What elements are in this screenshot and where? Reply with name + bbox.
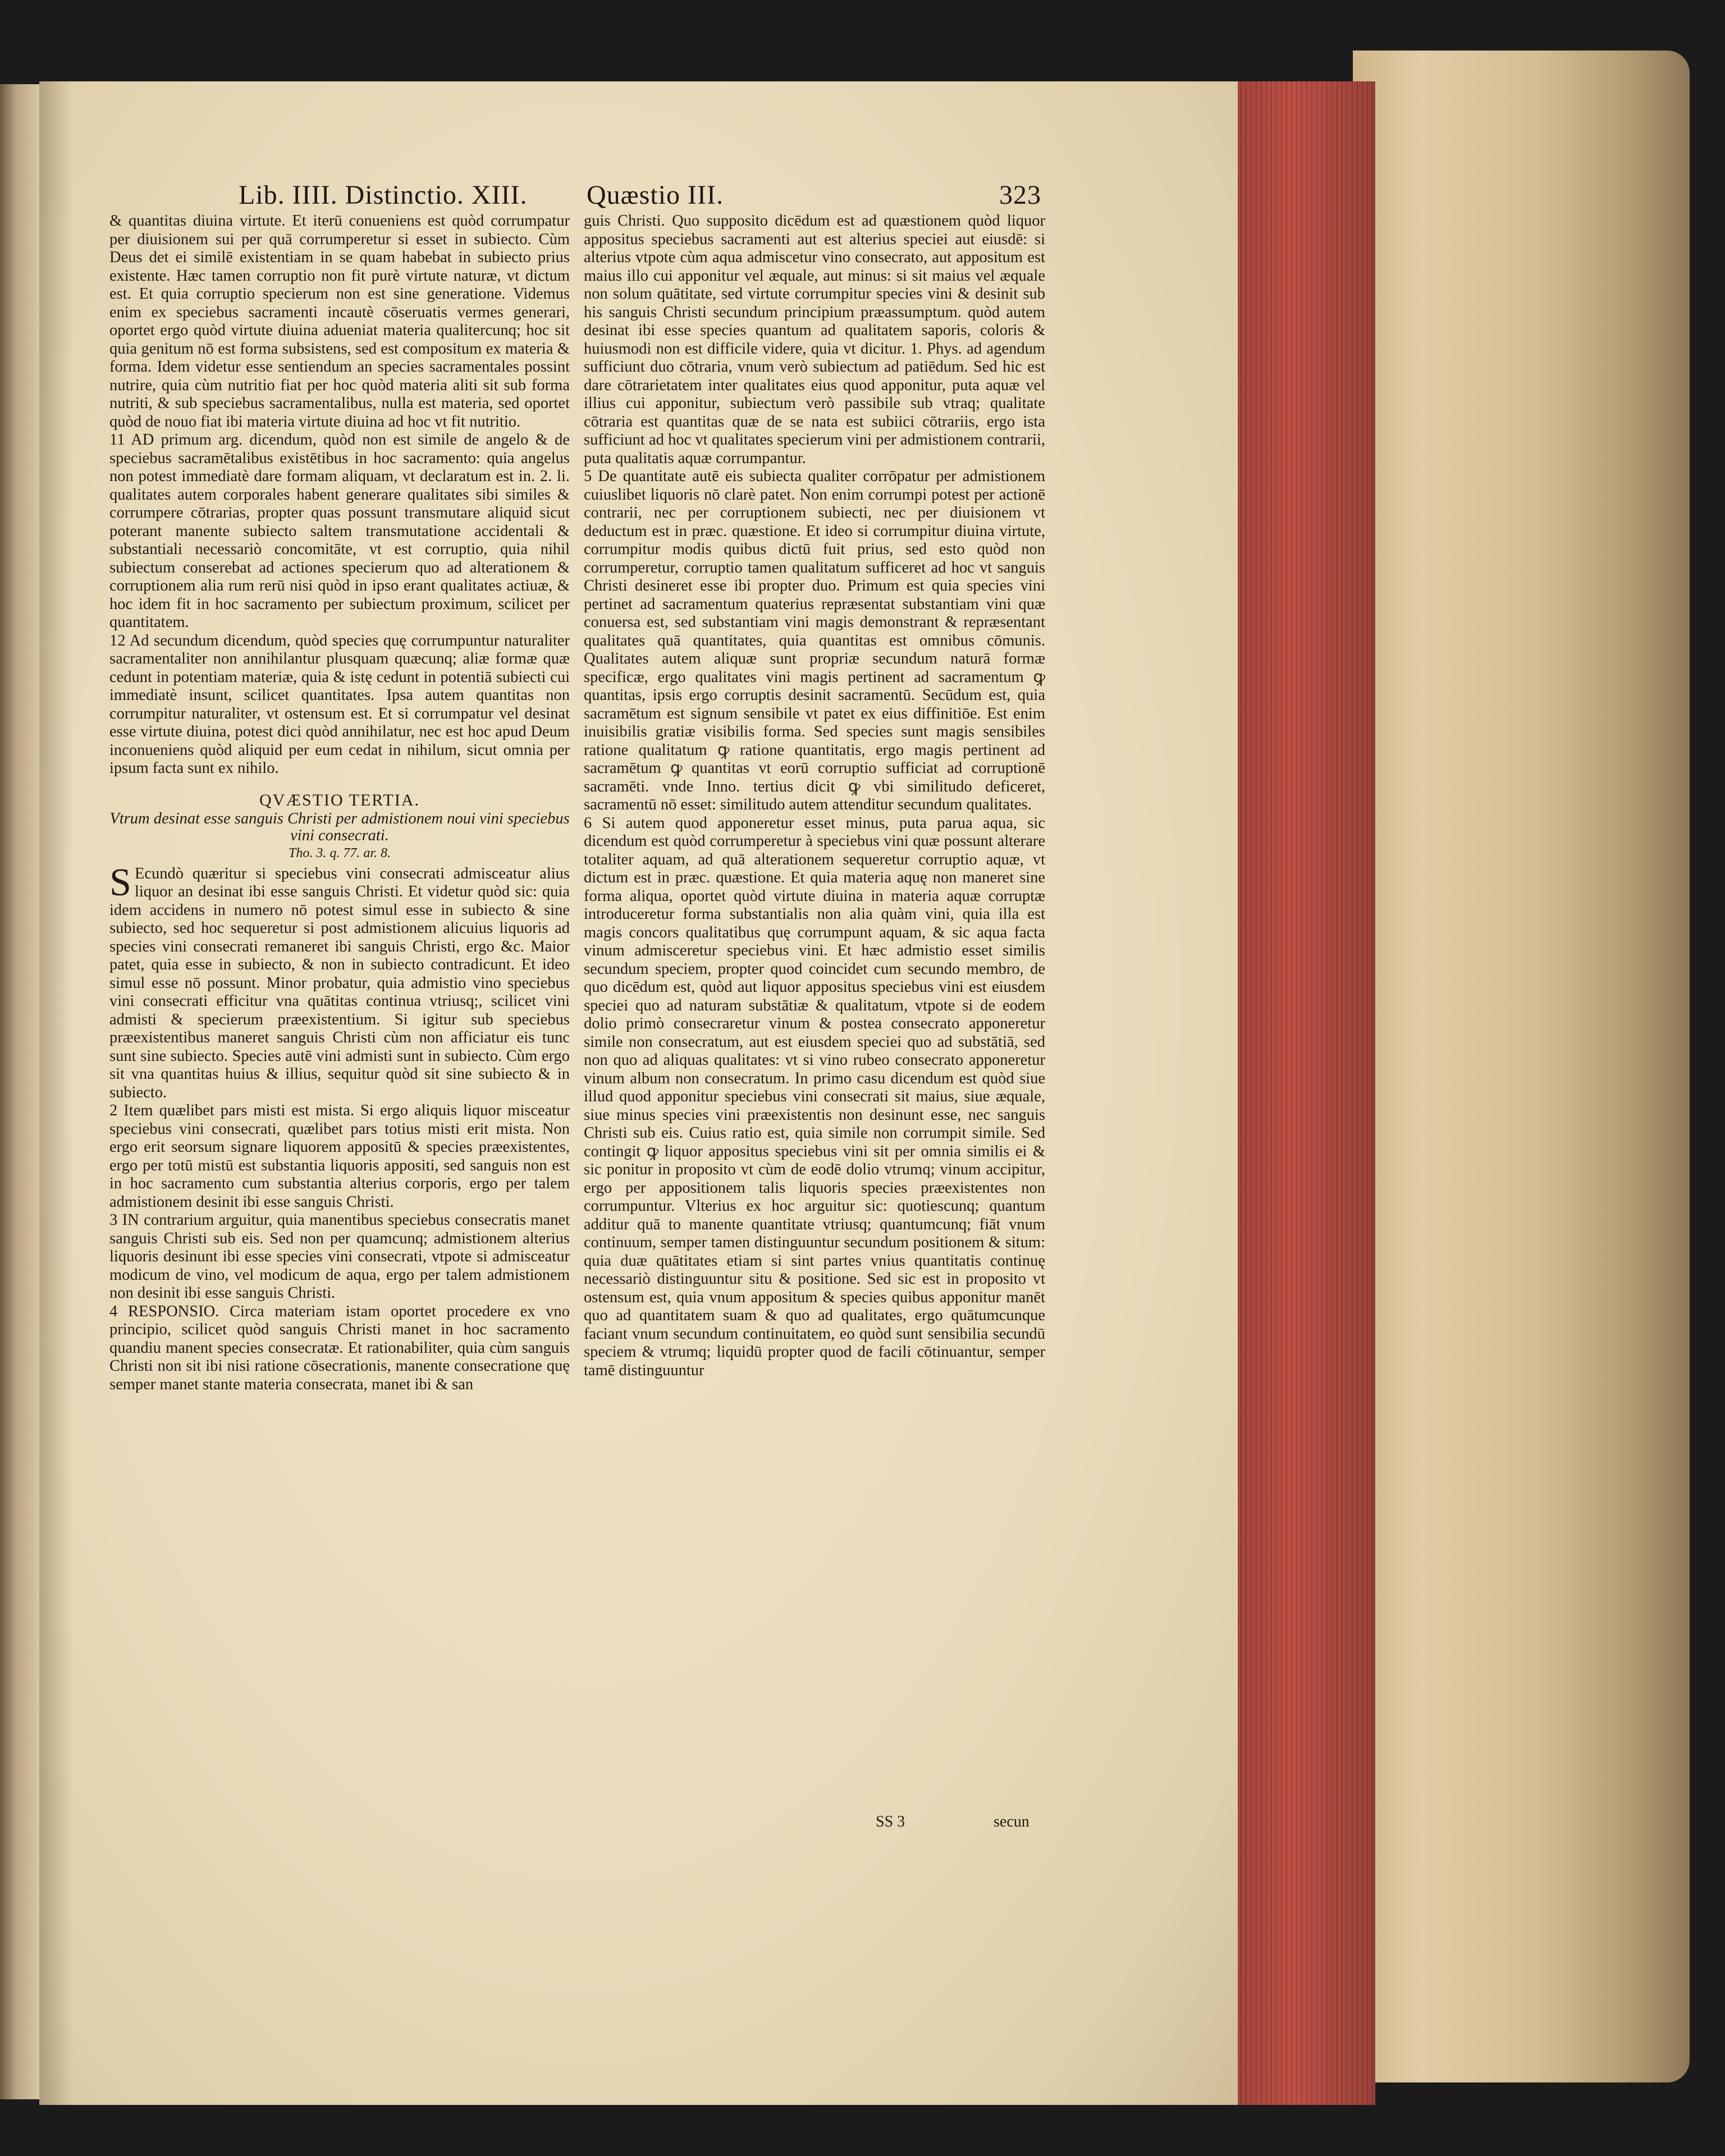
paragraph: & quantitas diuina virtute. Et iterū conueniens est quòd corrumpatur per diuisionem sui per quā corrumperetur si esset in subiecto. Cùm Deus det ei similē existentiam in se quam habebat in subiecto prius existente. Hæc tamen corruptio non fit purè virtute naturæ, vt dictum est. Et quia corruptio specierum non est sine generatione. Videmus enim ex speciebus sacramenti incautè cōseruatis vermes generari, oportet ergo quòd virtute diuina adueniat materia qualitercunq; hoc sit quia genitum nō est forma subsistens, sed est compositum ex materia & forma. Idem videtur esse sentiendum an species sacramentales possint nutrire, quia cùm nutritio fiat per hoc quòd materia aliti sit sub forma nutriti, & sub speciebus sacramentalibus, nulla est materia, sed oportet quòd de nouo fiat ibi materia virtute diuina ad hoc vt fit nutritio. <box>109 212 570 431</box>
signature-mark: SS 3 <box>876 1813 905 1830</box>
left-text-column <box>109 212 570 1394</box>
drop-cap: S <box>109 860 131 904</box>
paragraph: 6 Si autem quod apponeretur esset minus, puta parua aqua, sic dicendum est quòd corrumperetur à speciebus vini quæ possunt alterare totaliter aquam, ad quā alterationem sequeretur corruptio aquæ, vt dictum est in præc. quæstione. Et quia materia aquę non maneret sine forma aliqua, oportet quòd virtute diuina in materia aquæ corruptæ introduceretur forma substantialis non alia quàm vini, quia illa est magis concors qualitatibus quę corrumpunt aquam, & sic aqua facta vinum admisceretur speciebus vini. Et hæc admistio esset similis secundum speciem, propter quod coincidet cum secundo membro, de quo dicēdum est, quòd aut liquor appositus speciebus vini est eiusdem speciei quo ad naturam substātiæ & qualitatum, vtpote si de eodem dolio primò consecraretur vinum & postea consecrato apponeretur simile non consecratum, aut est eiusdem speciei quo ad substātiā, sed non quo ad aliquas qualitates: vt si vino rubeo consecrato apponeretur vinum album non consecratum. In primo casu dicendum est quòd siue illud quod apponitur speciebus vini consecrati sit maius, siue æquale, siue minus species vini præexistentis non desinunt esse, nec sanguis Christi sub eis. Cuius ratio est, quia simile non corrumpit simile. Sed contingit ꝙ liquor appositus speciebus vini sit per omnia similis ei & sic ponitur in proposito vt cùm de eodē dolio vtrumq; vinum accipitur, ergo per appositionem talis liquoris species præexistentes non corrumpuntur. Vlterius ex hoc arguitur sic: quotiescunq; quantum additur quā to manente quantitate vtriusq; quantumcunq; fiāt vnum continuum, semper tamen distinguuntur secundum positionem & situm: quia duæ quātitates etiam si sint partes vnius quantitatis continuę necessariò distinguuntur situ & positione. Sed sic est in proposito vt ostensum est, quia vnum appositum & species quibus apponitur manēt quo ad quantitatem suam & quo ad qualitates, ergo quātumcunque faciant vnum secundum continuitatem, eo quòd sunt sensibilia secundū speciem & vtrumq; liquidū propter quod de facili cōtinuantur, semper tamē distinguuntur <box>584 814 1045 1379</box>
running-head-right: Quæstio III. <box>587 180 724 210</box>
paragraph: 2 Item quælibet pars misti est mista. Si ergo aliquis liquor misceatur speciebus vini consecrati, quælibet pars totius misti erit mista. Non ergo erit seorsum signare liquorem appositū & species præexistentes, ergo per totū mistū est substantia liquoris appositi, sed sanguis non est in hoc sacramento cum substantia alterius corporis, ergo per talem admistionem desinit ibi esse sanguis Christi. <box>109 1102 570 1211</box>
paragraph: 5 De quantitate autē eis subiecta qualiter corrōpatur per admistionem cuiuslibet liquoris nō clarè patet. Non enim corrumpi potest per actionē contrarii, nec per corruptionem subiecti, nec per diuisionem vt deductum est in præc. quæstione. Et ideo si corrumpitur diuina virtute, corrumpitur modis quibus dictū fuit prius, sed esto quòd non corrumperetur, corruptio tamen qualitatum sufficeret ad hoc vt sanguis Christi desineret esse ibi propter duo. Primum est quia species vini pertinet ad sacramentum quaterius repræsentat substantiam vini quæ conuersa est, sed substantiam vini magis demonstrant & repræsentant qualitates quā quantitates, quia quantitas est omnibus cōmunis. Qualitates autem aliquæ sunt propriæ secundum naturā formæ specificæ, ergo qualitates vini magis pertinent ad sacramentum ꝙ quantitas, ipsis ergo corruptis desinit sacramentū. Secūdum est, quia sacramētum est signum sensibile vt patet ex eius diffinitiōe. Est enim inuisibilis gratiæ visibilis forma. Sed species sunt magis sensibiles ratione qualitatum ꝙ ratione quantitatis, ergo magis pertinent ad sacramētum ꝙ quantitas vt eorū corruptio sufficiat ad corruptionē sacramēti. vnde Inno. tertius dicit ꝙ vbi similitudo deficeret, sacramentū nō esset: similitudo autem attenditur secundum qualitates. <box>584 468 1045 813</box>
book-binding <box>1353 51 1690 2082</box>
page-gutter-shadow <box>39 81 73 2105</box>
question-reference: Tho. 3. q. 77. ar. 8. <box>288 846 391 860</box>
paragraph: 12 Ad secundum dicendum, quòd species quę corrumpuntur naturaliter sacramentaliter non annihilantur plusquam quæcunq; aliæ formæ quæ cedunt in potentiam materiæ, quia & istę cedunt in potentiā subiecti cui immediatè insunt, scilicet quantitates. Ipsa autem quantitas non corrumpitur naturaliter, vt ostensum est. Et si corrumpatur vel desinat esse virtute diuina, potest dici quòd annihilatur, nec est hoc apud Deum inconueniens quòd aliquid per eum cedat in nihilum, sicut omnia per ipsum facta sunt ex nihilo. <box>109 631 570 777</box>
catchword: secun <box>994 1813 1029 1830</box>
running-head-left: Lib. IIII. Distinctio. XIII. <box>239 180 528 210</box>
right-text-column <box>584 212 1045 1380</box>
paragraph-text: Ecundò quæritur si speciebus vini consecrati admisceatur alius liquor an desinat ibi esse sanguis Christi. Et videtur quòd sic: quia idem accidens in numero nō potest simul esse in subiecto & sine subiecto, sed hoc sequeretur si post admistionem alicuius liquoris ad species vini consecrati remaneret ibi sanguis Christi, ergo &c. Maior patet, quia esse in subiecto, & non in subiecto contradicunt. Et ideo simul esse nō possunt. Minor probatur, quia admistio vino speciebus vini consecrati efficitur vna quātitas continua vtriusq;, scilicet vini admisti & specierum præexistentium. Si igitur sub speciebus præexistentibus maneret sanguis Christi cùm non afficiatur eis tunc sunt sine subiecto. Species autē vini admisti sunt in subiecto. Cùm ergo sit vna quantitas huius & illius, sequitur quòd sit sine subiecto & in subiecto. <box>109 864 570 1101</box>
paragraph: guis Christi. Quo supposito dicēdum est ad quæstionem quòd liquor appositus speciebus sacramenti aut est alterius speciei aut eiusdē: si alterius vtpote cùm aqua admiscetur vino consecrato, aut appositum est maius illo cui apponitur vel æquale, aut minus: si sit maius vel æquale non solum quātitate, sed virtute corrumpitur species vini & desinit sub his sanguis Christi secundum principium præassumptum. quòd autem desinat ibi esse species quantum ad qualitatem saporis, coloris & huiusmodi non est difficile videre, quia vt dicitur. 1. Phys. ad agendum sufficiunt duo cōtraria, vnum verò subiectum ad patiēdum. Sed hic est dare cōtrarietatem inter qualitates eius quod apponitur, puta aquæ vel illius cui apponitur, subiectum verò passibile sub vtraq; qualitate cōtraria est quantitas quæ de se nata est subiici cōtrariis, ergo ista sufficiunt ad hoc vt qualitates specierum vini per admistionem contrarii, puta qualitatis aquæ corrumpantur. <box>584 212 1045 467</box>
paragraph: 11 AD primum arg. dicendum, quòd non est simile de angelo & de speciebus sacramētalibus existētibus in hoc sacramento: quia angelus non potest immediatè dare formam aliquam, vt declaratum est in. 2. li. qualitates autem corporales habent generare qualitates sibi similes & corrumpere cōtrarias, propter quas possunt transmutare aliquid sicut poterant manente subiecto saltem transmutatione accidentali & substantiali necessariò concomitāte, vt est corruptio, quia nihil subiectum conserebat ad actiones specierum quo ad alterationem & corruptionem alia rum rerū nisi quòd in ipso erant qualitates actiuæ, & hoc idem fit in hoc sacramento per subiectum proximum, scilicet per quantitatem. <box>109 431 570 631</box>
paragraph: 4 RESPONSIO. Circa materiam istam oportet procedere ex vno principio, scilicet quòd sanguis Christi manet in hoc sacramento quandiu manent species consecratæ. Et rationabiliter, quia cùm sanguis Christi non sit ibi nisi ratione cōsecrationis, manente consecratione quę semper manet stante materia consecrata, manet ibi & san <box>109 1302 570 1393</box>
paragraph <box>109 860 570 1102</box>
running-head <box>239 180 1053 213</box>
paragraph: 3 IN contrarium arguitur, quia manentibus speciebus consecratis manet sanguis Christi sub eis. Sed non per quamcunq; admistionem alterius liquoris desinunt ibi esse species vini consecrati, vtpote si admisceatur modicum de vino, vel modicum de aqua, ergo per talem admistionem non desinit ibi esse sanguis Christi. <box>109 1211 570 1302</box>
page-edges-shade <box>1238 81 1375 2105</box>
question-heading: QVÆSTIO TERTIA. <box>259 790 420 809</box>
facing-page-edge <box>0 84 39 2099</box>
question-subtitle: Vtrum desinat esse sanguis Christi per admistionem noui vini speciebus vini consecrati. <box>109 810 570 844</box>
folio-number: 323 <box>999 180 1041 210</box>
